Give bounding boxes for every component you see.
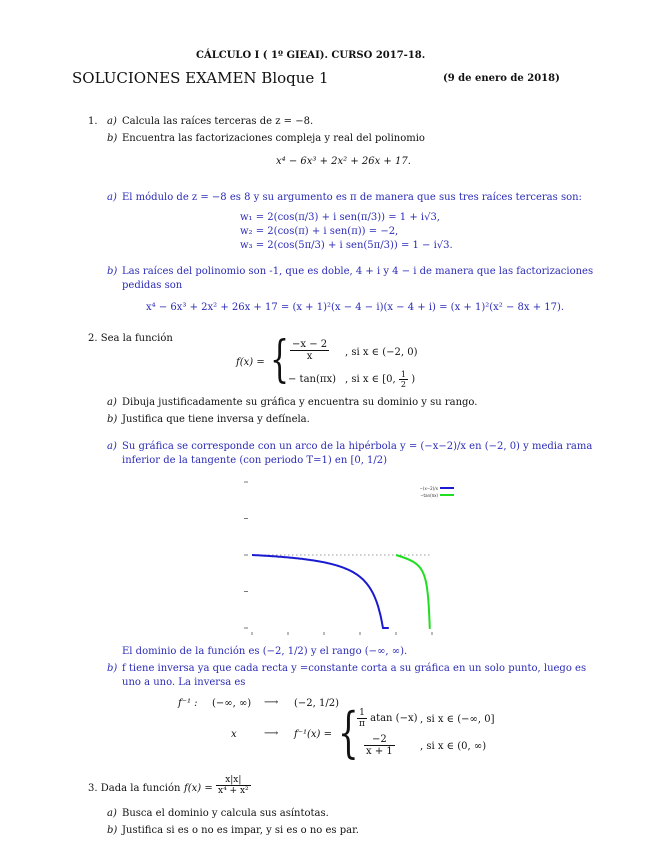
inverse-fx: f⁻¹(x) = — [294, 729, 332, 740]
inverse-p2-cond: , si x ∈ (0, ∞) — [420, 741, 487, 752]
q2-p2-cond — [345, 370, 415, 389]
q3-numerator: x|x| — [216, 775, 251, 786]
q2-b-text: Justifica que tiene inversa y defínela. — [122, 414, 310, 425]
q2-a-text: Dibuja justificadamente su gráfica y encuentra su dominio y su rango. — [122, 397, 478, 408]
inverse-x: x — [231, 729, 237, 740]
inverse-p1-num: 1 — [357, 708, 367, 719]
q1-a-label: a) — [107, 116, 117, 127]
q2-sol-b-line2: uno a uno. La inversa es — [122, 677, 246, 688]
inverse-map-codomain: (−2, 1/2) — [294, 698, 339, 709]
inverse-map-domain: (−∞, ∞) — [212, 698, 252, 709]
inverse-p1-expr: atan (−x) — [370, 713, 418, 724]
q2-sol-b-label: b) — [107, 663, 118, 674]
q2-p2-expr: − tan(πx) — [288, 374, 336, 385]
q2-intro: 2. Sea la función — [88, 333, 173, 344]
q3-denominator: x⁴ + x² — [218, 786, 249, 796]
exam-date: (9 de enero de 2018) — [443, 73, 560, 84]
q2-p2-cond-post: ) — [411, 374, 416, 385]
q2-sol-b-line1: f tiene inversa ya que cada recta y =constante corta a su gráfica en un solo punto, luego es — [122, 663, 587, 674]
q1-sol-b-label: b) — [107, 266, 118, 277]
inverse-arrow2: ⟶ — [264, 728, 279, 739]
q1-a-text: Calcula las raíces terceras de z = −8. — [122, 116, 314, 127]
q2-p1-cond: , si x ∈ (−2, 0) — [345, 347, 418, 358]
q2-f-lhs: f(x) = — [236, 357, 265, 368]
q1-root-w3: w₃ = 2(cos(5π/3) + i sen(5π/3)) = 1 − i√3. — [240, 240, 453, 251]
legend-label: −(x−2)/x — [419, 486, 438, 491]
q3-f-lhs: f(x) = — [184, 783, 213, 794]
q1-sol-a-label: a) — [107, 192, 117, 203]
q1-sol-b-line2: pedidas son — [122, 280, 183, 291]
q3-b-label: b) — [107, 825, 118, 836]
q1-root-w2: w₂ = 2(cos(π) + i sen(π)) = −2, — [240, 226, 399, 237]
inverse-p2-den: x + 1 — [366, 746, 393, 757]
function-graph — [236, 472, 468, 642]
q3-b-text: Justifica si es o no es impar, y si es o no es par. — [122, 825, 359, 836]
series-line-tangente — [396, 555, 431, 628]
q2-p1-num: −x − 2 — [292, 339, 328, 350]
q2-domain-range: El dominio de la función es (−2, 1/2) y el rango (−∞, ∞). — [122, 646, 408, 657]
inverse-p1-den: π — [359, 719, 365, 729]
q1-factorization: x⁴ − 6x³ + 2x² + 26x + 17 = (x + 1)²(x − 4 − i)(x − 4 + i) = (x + 1)²(x² − 8x + 17). — [146, 302, 565, 313]
q2-p2-cond-pre: , si x ∈ [0, — [345, 374, 396, 385]
q2-sol-a-line2: inferior de la tangente (con periodo T=1) en [0, 1/2) — [122, 455, 388, 466]
q2-sol-a-line1: Su gráfica se corresponde con un arco de la hipérbola y = (−x−2)/x en (−2, 0) y media rama — [122, 441, 593, 452]
q1-number: 1. — [88, 116, 98, 127]
q2-b-label: b) — [107, 414, 118, 425]
inverse-brace: { — [338, 701, 359, 764]
inverse-map-label: f⁻¹ : — [178, 698, 198, 709]
q3-intro: 3. Dada la función — [88, 783, 181, 794]
q3-fraction — [216, 775, 251, 796]
legend-label: −tan(πx) — [420, 493, 438, 498]
q2-p2-cond-den: 2 — [400, 380, 406, 389]
q1-sol-b-line1: Las raíces del polinomio son -1, que es doble, 4 + i y 4 − i de manera que las factorizaciones — [122, 266, 594, 277]
q1-sol-a-text: El módulo de z = −8 es 8 y su argumento es π de manera que sus tres raíces terceras son: — [122, 192, 582, 203]
page-title: SOLUCIONES EXAMEN Bloque 1 — [72, 69, 329, 87]
q2-p2-cond-num: 1 — [400, 370, 406, 379]
q1-b-label: b) — [107, 133, 118, 144]
q2-piece1 — [290, 339, 329, 362]
q2-a-label: a) — [107, 397, 117, 408]
q1-b-text: Encuentra las factorizaciones compleja y real del polinomio — [122, 133, 425, 144]
q1-root-w1: w₁ = 2(cos(π/3) + i sen(π/3)) = 1 + i√3, — [240, 212, 440, 223]
q3-a-label: a) — [107, 808, 117, 819]
inverse-p1-cond: , si x ∈ (−∞, 0] — [420, 714, 495, 725]
q2-brace: { — [270, 330, 290, 388]
q1-polynomial: x⁴ − 6x³ + 2x² + 26x + 17. — [276, 156, 411, 167]
q3-a-text: Busca el dominio y calcula sus asíntotas. — [122, 808, 329, 819]
inverse-piece1 — [357, 708, 418, 729]
q2-sol-a-label: a) — [107, 441, 117, 452]
series-line-hipérbola — [252, 555, 389, 628]
inverse-p2-num: −2 — [364, 734, 395, 746]
q2-p1-den: x — [306, 351, 313, 362]
course-header: CÁLCULO I ( 1º GIEAI). CURSO 2017-18. — [196, 50, 426, 61]
inverse-piece2 — [364, 734, 395, 757]
inverse-map-arrow: ⟶ — [264, 697, 279, 708]
